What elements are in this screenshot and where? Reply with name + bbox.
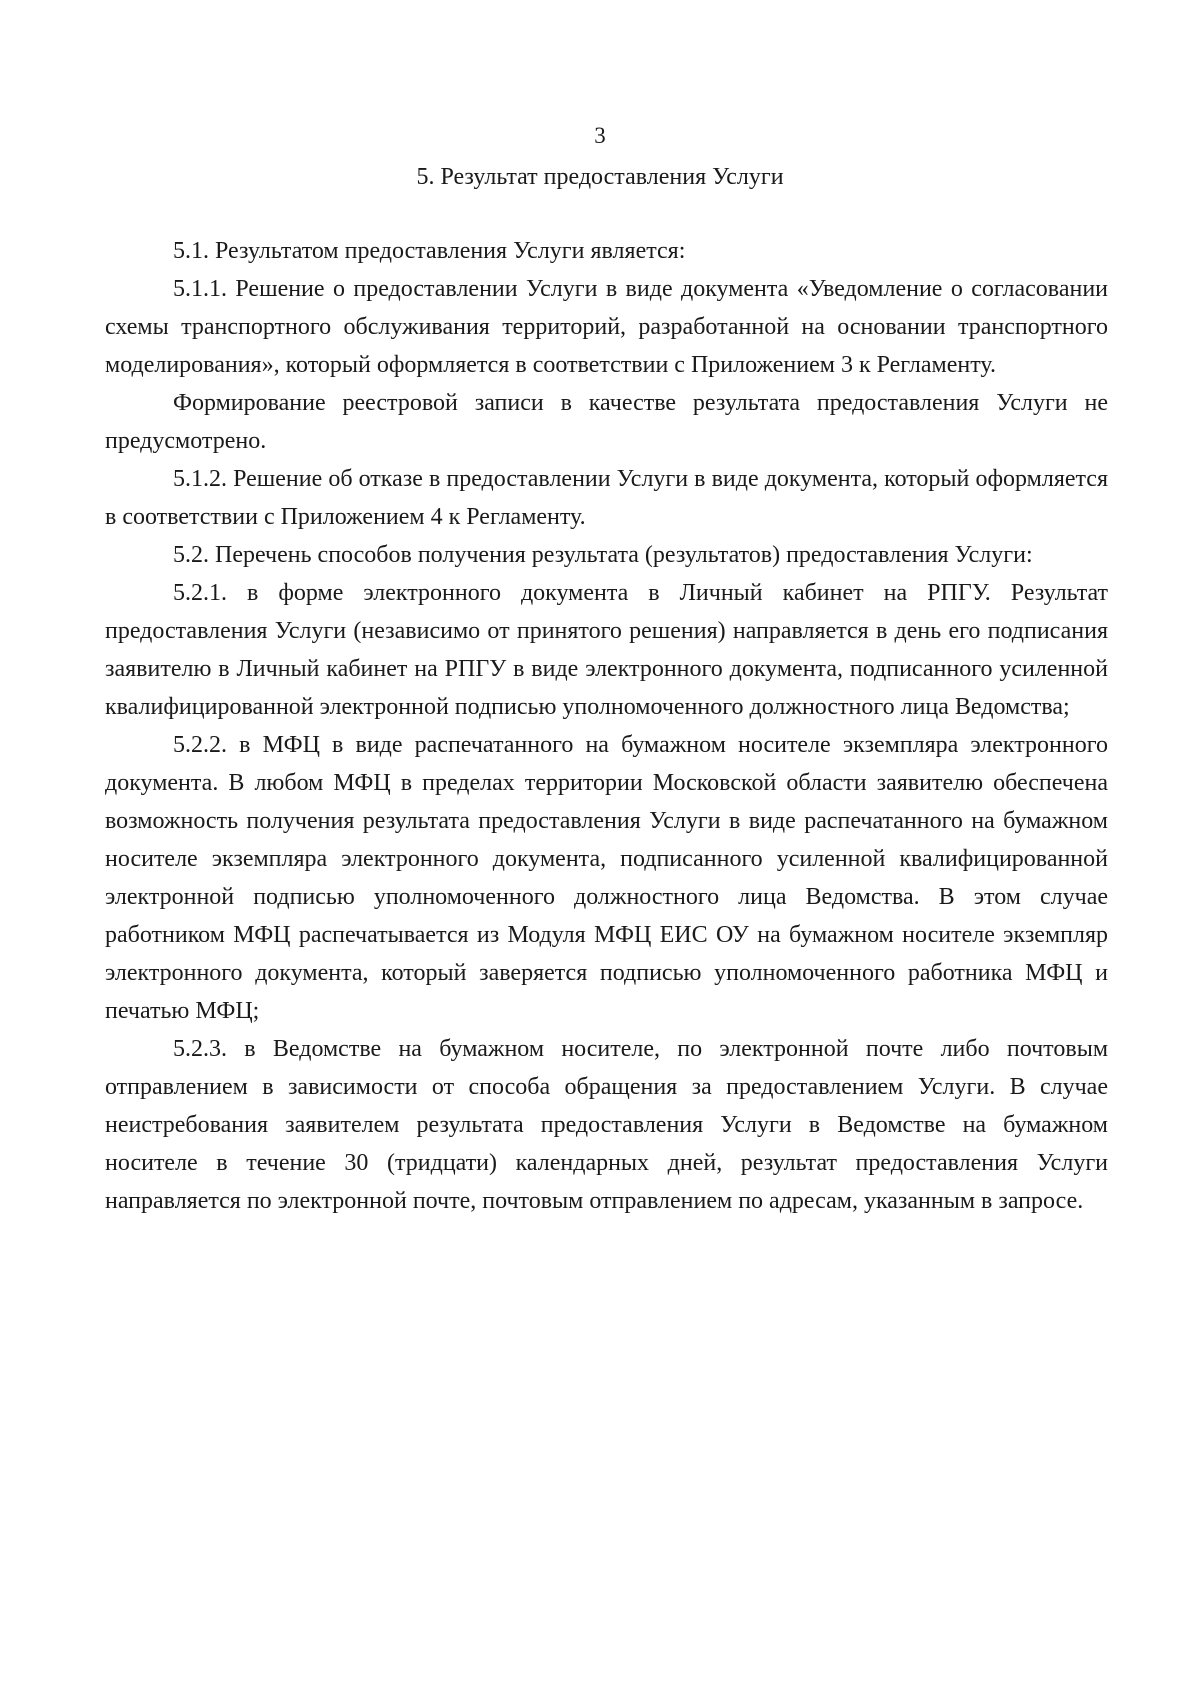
paragraph-5-2: 5.2. Перечень способов получения результата (результатов) предоставления Услуги: — [173, 542, 1033, 568]
page-number: 3 — [594, 123, 606, 148]
paragraph-5-2-1: 5.2.1. в форме электронного документа в Личный кабинет на РПГУ. Результат предоставления Услуги (независимо от принятого решения) направляется в день его подписания заявителю в Личный кабинет на РПГУ в виде электронного документа, подписанного усиленной квалифицированной электронной подписью уполномоченного должностного лица Ведомства; — [105, 580, 1108, 720]
document-body — [105, 232, 1108, 1220]
paragraph-5-1-1: 5.1.1. Решение о предоставлении Услуги в виде документа «Уведомление о согласовании схемы транспортного обслуживания территорий, разработанной на основании транспортного моделирования», который оформляется в соответствии с Приложением 3 к Регламенту. — [105, 276, 1108, 378]
section-title: 5. Результат предоставления Услуги — [416, 164, 784, 190]
paragraph-5-2-2: 5.2.2. в МФЦ в виде распечатанного на бумажном носителе экземпляра электронного документа. В любом МФЦ в пределах территории Московской области заявителю обеспечена возможность получения результата предоставления Услуги в виде распечатанного на бумажном носителе экземпляра электронного документа, подписанного усиленной квалифицированной электронной подписью уполномоченного должностного лица Ведомства. В этом случае работником МФЦ распечатывается из Модуля МФЦ ЕИС ОУ на бумажном носителе экземпляр электронного документа, который заверяется подписью уполномоченного работника МФЦ и печатью МФЦ; — [105, 732, 1108, 1024]
paragraph-5-1: 5.1. Результатом предоставления Услуги является: — [173, 238, 686, 264]
paragraph-registry-note: Формирование реестровой записи в качестве результата предоставления Услуги не предусмотрено. — [105, 390, 1108, 454]
paragraph-5-1-2: 5.1.2. Решение об отказе в предоставлении Услуги в виде документа, который оформляется в соответствии с Приложением 4 к Регламенту. — [105, 466, 1108, 530]
paragraph-5-2-3: 5.2.3. в Ведомстве на бумажном носителе, по электронной почте либо почтовым отправлением в зависимости от способа обращения за предоставлением Услуги. В случае неистребования заявителем результата предоставления Услуги в Ведомстве на бумажном носителе в течение 30 (тридцати) календарных дней, результат предоставления Услуги направляется по электронной почте, почтовым отправлением по адресам, указанным в запросе. — [105, 1036, 1108, 1214]
